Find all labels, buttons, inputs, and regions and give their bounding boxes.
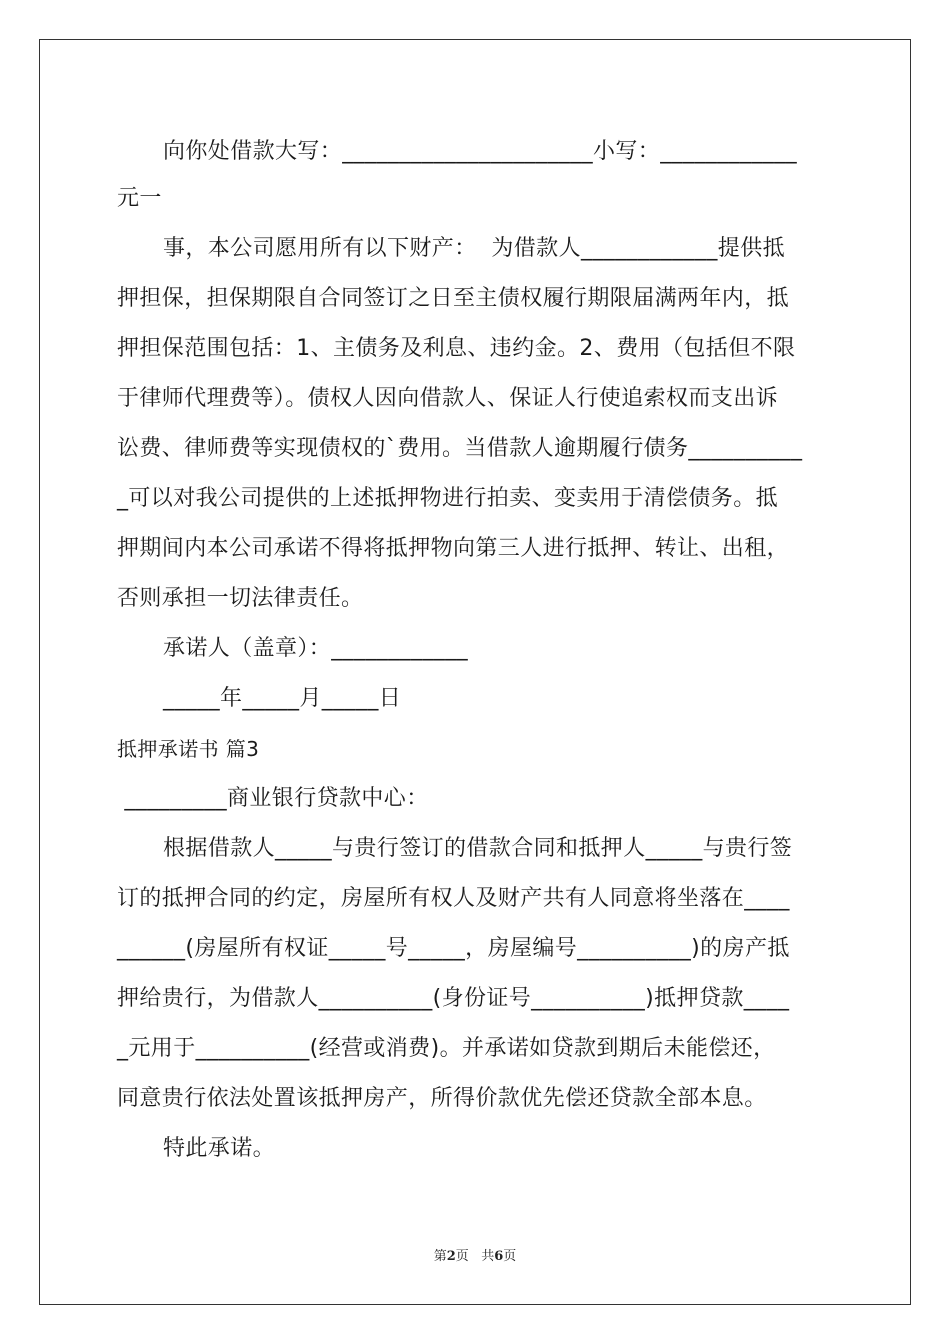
section-heading: 抵押承诺书 篇3 — [117, 737, 260, 761]
text-line: 同意贵行依法处置该抵押房产，所得价款优先偿还贷款全部本息。 — [117, 1086, 767, 1111]
text-line: 于律师代理费等）。债权人因向借款人、保证人行使追索权而支出诉 — [117, 386, 779, 411]
page-footer — [0, 1245, 950, 1264]
footer-page-word: 页 — [455, 1249, 469, 1264]
text-line: 讼费、律师费等实现债权的`费用。当借款人逾期履行债务__________ — [117, 436, 803, 461]
footer-prefix: 第 — [433, 1249, 447, 1264]
text-line: 事，本公司愿用所有以下财产： 为借款人____________提供抵 — [163, 236, 785, 261]
addressee-line: _________商业银行贷款中心： — [117, 786, 429, 811]
text-line: 押期间内本公司承诺不得将抵押物向第三人进行抵押、转让、出租， — [117, 536, 790, 561]
current-page-number: 2 — [446, 1249, 456, 1264]
text-line: 否则承担一切法律责任。 — [117, 586, 364, 611]
text-line: 订的抵押合同的约定，房屋所有权人及财产共有人同意将坐落在____ — [117, 886, 790, 911]
text-line: 押担保，担保期限自合同签订之日至主债权履行期限届满两年内，抵 — [117, 286, 790, 311]
date-line: _____年_____月_____日 — [163, 686, 402, 711]
total-pages-number: 6 — [494, 1249, 504, 1264]
text-line: _元用于__________(经营或消费)。并承诺如贷款到期后未能偿还， — [117, 1036, 776, 1061]
signature-line: 承诺人（盖章）：____________ — [163, 636, 469, 661]
text-line: 元一 — [117, 186, 162, 211]
page-frame — [39, 39, 911, 1305]
footer-total-suffix: 页 — [503, 1249, 517, 1264]
closing-line: 特此承诺。 — [163, 1136, 276, 1161]
text-line: 押担保范围包括：1、主债务及利息、违约金。2、费用（包括但不限 — [117, 336, 796, 361]
text-line: ______(房屋所有权证_____号_____，房屋编号__________)的房产抵 — [117, 936, 790, 961]
footer-total-prefix: 共 — [481, 1249, 495, 1264]
text-line: 根据借款人_____与贵行签订的借款合同和抵押人_____与贵行签 — [163, 836, 793, 861]
text-line: 押给贵行，为借款人__________(身份证号__________)抵押贷款____ — [117, 986, 790, 1011]
text-line: _可以对我公司提供的上述抵押物进行拍卖、变卖用于清偿债务。抵 — [117, 486, 779, 511]
text-line: 向你处借款大写：______________________小写：____________ — [163, 139, 798, 164]
